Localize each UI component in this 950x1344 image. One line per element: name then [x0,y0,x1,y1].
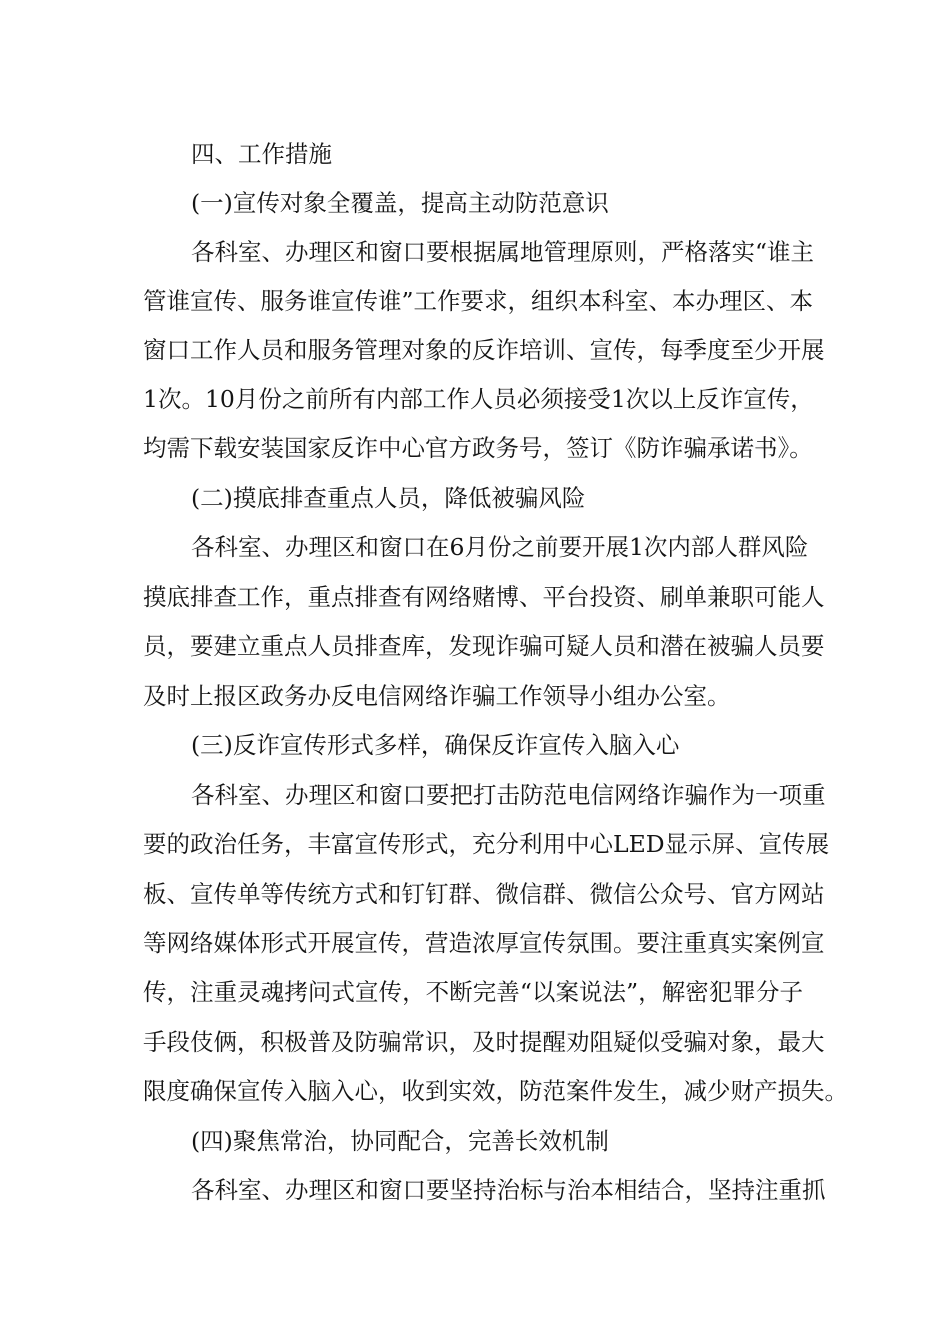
subsection-heading-2 [0,470,950,526]
text-line: 各科室、办理区和窗口要坚持治标与治本相结合，坚持注重抓 [191,1176,826,1204]
text-line: 及时上报区政务办反电信网络诈骗工作领导小组办公室。 [143,682,731,710]
paragraph-3-line-7 [0,1063,950,1119]
subsection-heading-4 [0,1113,950,1169]
subsection-heading-3 [0,717,950,773]
paragraph-1-line-3 [0,322,950,378]
text-line: 摸底排查工作，重点排查有网络赌博、平台投资、刷单兼职可能人 [143,583,825,611]
text-line: 等网络媒体形式开展宣传，营造浓厚宣传氛围。要注重真实案例宣 [143,929,825,957]
paragraph-3-line-3 [0,866,950,922]
text-line: 各科室、办理区和窗口在6月份之前要开展1次内部人群风险 [191,533,809,561]
text-line: 板、宣传单等传统方式和钉钉群、微信群、微信公众号、官方网站 [143,880,825,908]
text-line: 传，注重灵魂拷问式宣传，不断完善“以案说法”，解密犯罪分子 [143,978,803,1006]
paragraph-1-line-1 [0,224,950,280]
text-line: (四)聚焦常治，协同配合，完善长效机制 [191,1127,609,1155]
text-line: (三)反诈宣传形式多样，确保反诈宣传入脑入心 [191,731,680,759]
text-line: 各科室、办理区和窗口要根据属地管理原则，严格落实“谁主 [191,238,815,266]
paragraph-3-line-5 [0,964,950,1020]
text-line: 员，要建立重点人员排查库，发现诈骗可疑人员和潜在被骗人员要 [143,632,825,660]
paragraph-2-line-3 [0,618,950,674]
text-line: 均需下载安装国家反诈中心官方政务号，签订《防诈骗承诺书》。 [143,434,813,462]
paragraph-2-line-2 [0,569,950,625]
text-line: 窗口工作人员和服务管理对象的反诈培训、宣传，每季度至少开展 [143,336,825,364]
paragraph-3-line-1 [0,767,950,823]
paragraph-1-line-5 [0,420,950,476]
text-line: (一)宣传对象全覆盖，提高主动防范意识 [191,189,609,217]
text-line: 各科室、办理区和窗口要把打击防范电信网络诈骗作为一项重 [191,781,826,809]
text-line: 手段伎俩，积极普及防骗常识，及时提醒劝阻疑似受骗对象，最大 [143,1028,825,1056]
paragraph-1-line-2 [0,273,950,329]
text-line: 要的政治任务，丰富宣传形式，充分利用中心LED显示屏、宣传展 [143,830,830,858]
text-line: 1次。10月份之前所有内部工作人员必须接受1次以上反诈宣传， [143,385,814,413]
paragraph-1-line-4 [0,371,950,427]
paragraph-3-line-2 [0,816,950,872]
text-line: 四、工作措施 [191,140,332,168]
text-line: 管谁宣传、服务谁宣传谁”工作要求，组织本科室、本办理区、本 [143,287,814,315]
subsection-heading-1 [0,175,950,231]
text-line: (二)摸底排查重点人员，降低被骗风险 [191,484,586,512]
paragraph-4-line-1 [0,1162,950,1218]
paragraph-2-line-1 [0,519,950,575]
paragraph-3-line-6 [0,1014,950,1070]
section-heading-work-measures [0,126,950,182]
text-line: 限度确保宣传入脑入心，收到实效，防范案件发生，减少财产损失。 [143,1077,848,1105]
paragraph-3-line-4 [0,915,950,971]
paragraph-2-line-4 [0,668,950,724]
